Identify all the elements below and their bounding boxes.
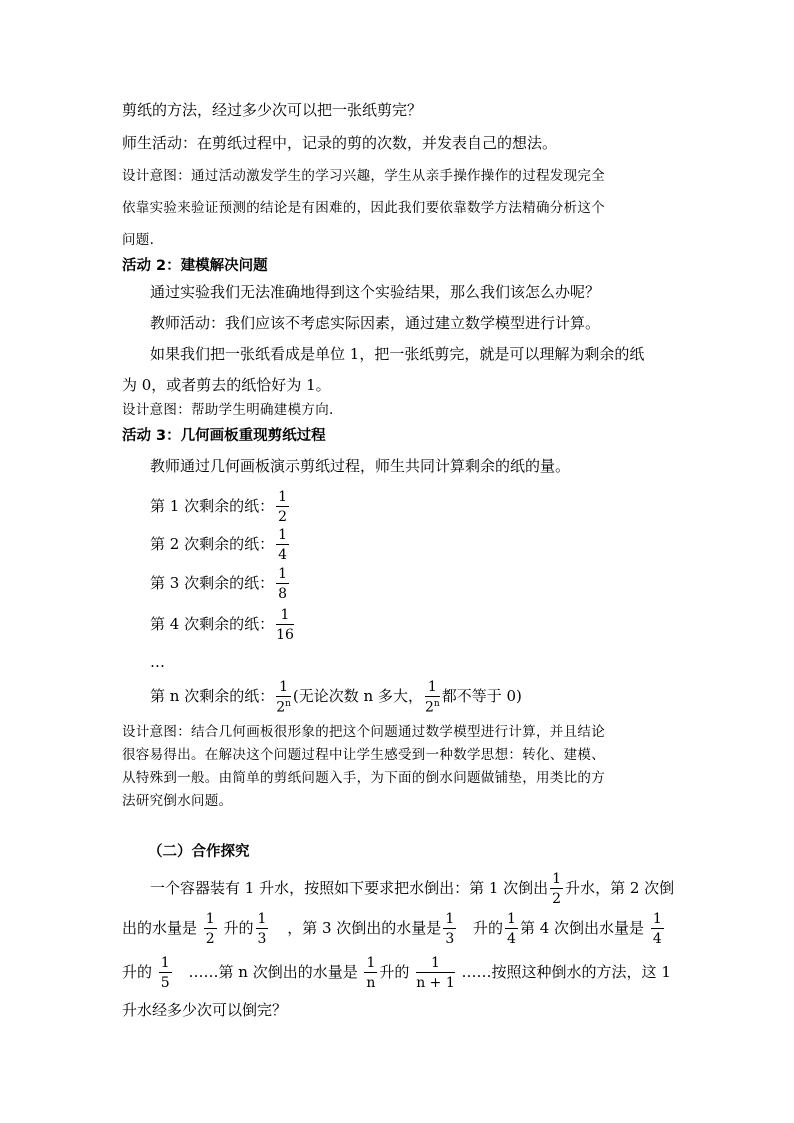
activity-3-design-d: 法研究倒水问题。 xyxy=(122,793,233,809)
activity-2-p3b: 为 0，或者剪去的纸恰好为 1。 xyxy=(122,376,331,394)
section-2-line-4: 升水经多少次可以倒完？ xyxy=(122,1001,288,1019)
fraction-1-3: $\frac{1}{3}$ xyxy=(257,911,267,947)
fraction-1-n-plus-1: $\frac{1}{n + 1}$ xyxy=(416,955,455,991)
fraction: $\frac{1}{2}$ xyxy=(278,489,288,525)
fraction-1-3: $\frac{1}{3}$ xyxy=(445,911,455,947)
nth-note-b: 都不等于 0) xyxy=(441,687,522,705)
section-2-heading: （二）合作探究 xyxy=(148,844,250,860)
activity-3-heading: 活动 3：几何画板重现剪纸过程 xyxy=(122,428,326,444)
fraction: $\frac{1}{4}$ xyxy=(278,527,288,563)
fraction-1-2: $\frac{1}{2}$ xyxy=(205,911,215,947)
activity-2-p2: 教师活动：我们应该不考虑实际因素，通过建立数学模型进行计算。 xyxy=(150,314,601,332)
fraction-1-n: $\frac{1}{n}$ xyxy=(366,955,376,991)
activity-2-p1: 通过实验我们无法准确地得到这个实验结果，那么我们该怎么办呢？ xyxy=(150,283,601,301)
nth-note-a: (无论次数 n 多大， xyxy=(292,687,423,705)
intro-line-2: 师生活动：在剪纸过程中，记录的剪的次数，并发表自己的想法。 xyxy=(122,134,558,152)
activity-2-heading: 活动 2：建模解决问题 xyxy=(122,258,268,274)
fraction: $\frac{1}{16}$ xyxy=(276,607,294,643)
section-2-line-3: 升的 $\frac{1}{5}$ ……第 n 次倒出的水量是 $\frac{1}{n}$ 升的 $\frac{1}{n + 1}$ ……按照这种倒水的方法，这 1 xyxy=(122,955,671,991)
fraction-1-4: $\frac{1}{4}$ xyxy=(652,911,662,947)
activity-3-design-c: 从特殊到一般。由简单的剪纸问题入手，为下面的倒水问题做铺垫，用类比的方 xyxy=(122,770,605,786)
remaining-item-1 xyxy=(150,486,291,526)
fraction-1-over-2n-inline: $\frac{1}{2^n}$ xyxy=(424,678,440,716)
fraction-1-4: $\frac{1}{4}$ xyxy=(507,911,516,947)
fraction-1-over-2n: $\frac{1}{2^n}$ xyxy=(276,678,291,716)
remaining-label: 第 4 次剩余的纸： xyxy=(150,615,275,633)
fraction-1-5: $\frac{1}{5}$ xyxy=(160,955,170,991)
remaining-item-4 xyxy=(150,604,296,644)
activity-2-design: 设计意图：帮助学生明确建模方向. xyxy=(122,402,334,418)
fraction-1-2: $\frac{1}{2}$ xyxy=(552,871,562,907)
section-2-line-1: 一个容器装有 1 升水，按照如下要求把水倒出：第 1 次倒出 $\frac{1}{2}$ 升水，第 2 次倒 xyxy=(150,871,675,907)
section-2-line-2: 出的水量是 $\frac{1}{2}$ 升的 $\frac{1}{3}$ ，第 3 次倒出的水量是 $\frac{1}{3}$ 升的 $\frac{1}{4}$ 第 4 次倒出水量是 $\frac{1}{4}$ xyxy=(122,911,662,947)
activity-3-p1: 教师通过几何画板演示剪纸过程，师生共同计算剩余的纸的量。 xyxy=(150,457,571,475)
design-intent-1b: 依靠实验来验证预测的结论是有困难的，因此我们要依靠数学方法精确分析这个 xyxy=(122,200,605,216)
design-intent-1a: 设计意图：通过活动激发学生的学习兴趣，学生从亲手操作操作的过程发现完全 xyxy=(122,168,605,184)
intro-line-1: 剪纸的方法，经过多少次可以把一张纸剪完？ xyxy=(122,101,423,119)
remaining-item-3 xyxy=(150,563,291,603)
remaining-label: 第 n 次剩余的纸： xyxy=(150,687,275,705)
activity-3-design-b: 很容易得出。在解决这个问题过程中让学生感受到一种数学思想：转化、建模、 xyxy=(122,747,605,763)
activity-2-p3a: 如果我们把一张纸看成是单位 1，把一张纸剪完，就是可以理解为剩余的纸 xyxy=(150,345,645,363)
ellipsis: … xyxy=(150,653,168,671)
design-intent-1c: 问题. xyxy=(122,232,155,248)
remaining-label: 第 1 次剩余的纸： xyxy=(150,497,275,515)
fraction: $\frac{1}{8}$ xyxy=(278,566,288,602)
remaining-label: 第 2 次剩余的纸： xyxy=(150,535,275,553)
remaining-item-2 xyxy=(150,524,291,564)
remaining-item-n xyxy=(150,676,522,716)
activity-3-design-a: 设计意图：结合几何画板很形象的把这个问题通过数学模型进行计算，并且结论 xyxy=(122,724,605,740)
remaining-label: 第 3 次剩余的纸： xyxy=(150,574,275,592)
